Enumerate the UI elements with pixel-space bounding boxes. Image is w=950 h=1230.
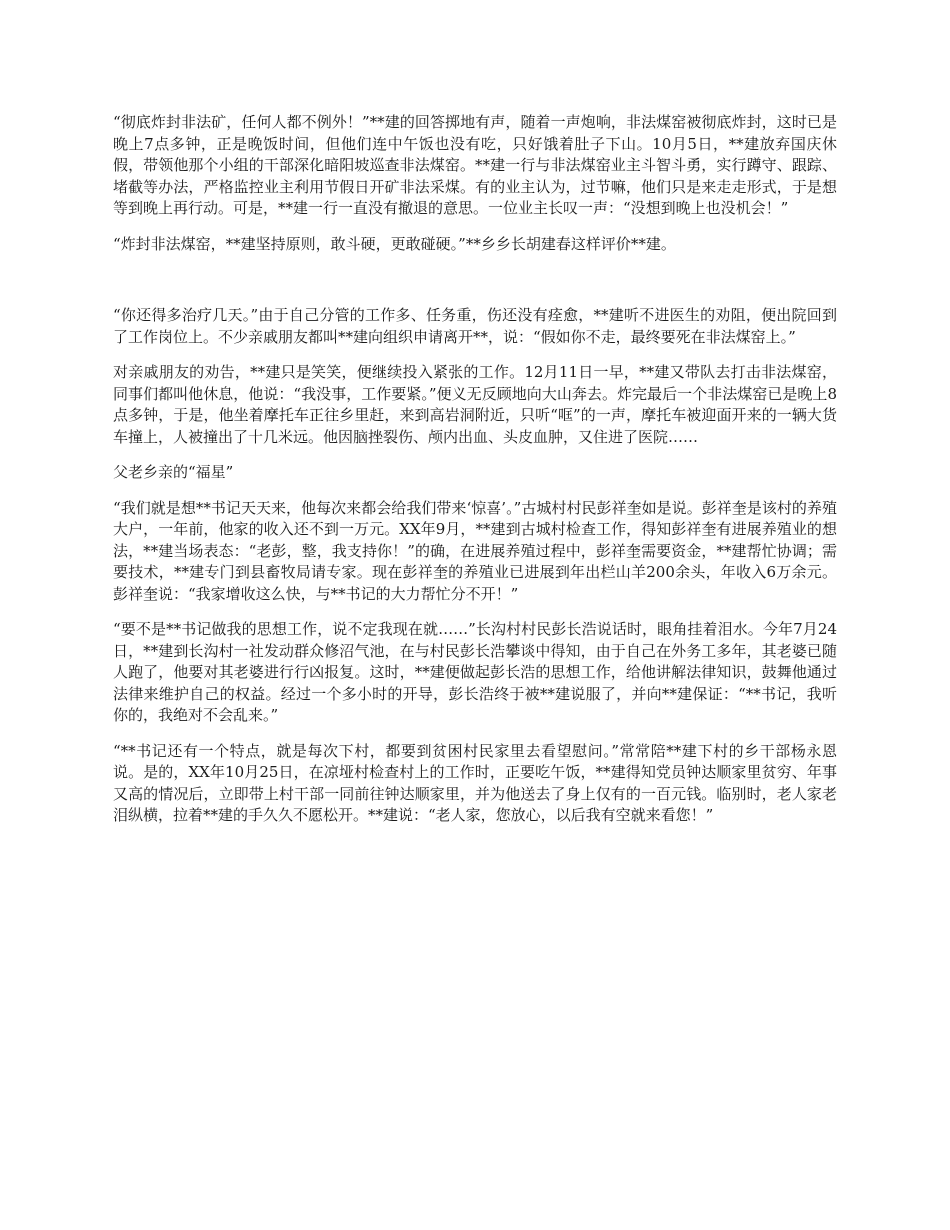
section-gap [113, 269, 837, 305]
section-heading: 父老乡亲的“福星” [113, 463, 234, 481]
paragraph-3: “你还得多治疗几天。”由于自己分管的工作多、任务重，伤还没有痊愈，**建听不进医生的劝阻，便出院回到了工作岗位上。不少亲戚朋友都叫**建向组织申请离开**，说：“假如你不走，最终要死在非法煤窑上。” [113, 306, 837, 346]
paragraph-4: 对亲戚朋友的劝告，**建只是笑笑，便继续投入紧张的工作。12月11日一早，**建又带队去打击非法煤窑，同事们都叫他休息，他说：“我没事，工作要紧。”便义无反顾地向大山奔去。炸完最后一个非法煤窑已是晚上8点多钟，于是，他坐着摩托车正往乡里赶，来到高岩洞附近，只听“哐”的一声，摩托车被迎面开来的一辆大货车撞上，人被撞出了十几米远。他因脑挫裂伤、颅内出血、头皮血肿，又住进了医院…… [113, 363, 837, 446]
paragraph-2: “炸封非法煤窑，**建坚持原则，敢斗硬，更敢碰硬。”**乡乡长胡建春这样评价**建。 [113, 234, 676, 253]
document-page [113, 112, 837, 841]
paragraph-1: “彻底炸封非法矿，任何人都不例外！”**建的回答掷地有声，随着一声炮响，非法煤窑被彻底炸封，这时已是晚上7点多钟，正是晚饭时间，但他们连中午饭也没有吃，只好饿着肚子下山。10月5日，**建放弃国庆休假，带领他那个小组的干部深化暗阳坡巡查非法煤窑。**建一行与非法煤窑业主斗智斗勇，实行蹲守、跟踪、堵截等办法，严格监控业主利用节假日开矿非法采煤。有的业主认为，过节嘛，他们只是来走走形式，于是想等到晚上再行动。可是，**建一行一直没有撤退的意思。一位业主长叹一声：“没想到晚上也没机会！” [113, 113, 837, 217]
paragraph-5: “我们就是想**书记天天来，他每次来都会给我们带来‘惊喜’。”古城村村民彭祥奎如是说。彭祥奎是该村的养殖大户，一年前，他家的收入还不到一万元。XX年9月，**建到古城村检查工作，得知彭祥奎有进展养殖业的想法，**建当场表态：“老彭，整，我支持你！”的确，在进展养殖过程中，彭祥奎需要资金，**建帮忙协调；需要技术，**建专门到县畜牧局请专家。现在彭祥奎的养殖业已进展到年出栏山羊200余头，年收入6万余元。彭祥奎说：“我家增收这么快，与**书记的大力帮忙分不开！” [113, 498, 837, 603]
paragraph-6: “要不是**书记做我的思想工作，说不定我现在就……”长沟村村民彭长浩说话时，眼角挂着泪水。今年7月24日，**建到长沟村一社发动群众修沼气池，在与村民彭长浩攀谈中得知，由于自己在外务工多年，其老婆已随人跑了，他要对其老婆进行行凶报复。这时，**建便做起彭长浩的思想工作，给他讲解法律知识，鼓舞他通过法律来维护自己的权益。经过一个多小时的开导，彭长浩终于被**建说服了，并向**建保证：“**书记，我听你的，我绝对不会乱来。” [113, 620, 837, 724]
paragraph-7: “**书记还有一个特点，就是每次下村，都要到贫困村民家里去看望慰问。”常常陪**建下村的乡干部杨永恩说。是的，XX年10月25日，在凉垭村检查村上的工作时，正要吃午饭，**建得知党员钟达顺家里贫穷、年事又高的情况后，立即带上村干部一同前往钟达顺家里，并为他送去了身上仅有的一百元钱。临别时，老人家老泪纵横，拉着**建的手久久不愿松开。**建说：“老人家，您放心，以后我有空就来看您！” [113, 741, 837, 824]
